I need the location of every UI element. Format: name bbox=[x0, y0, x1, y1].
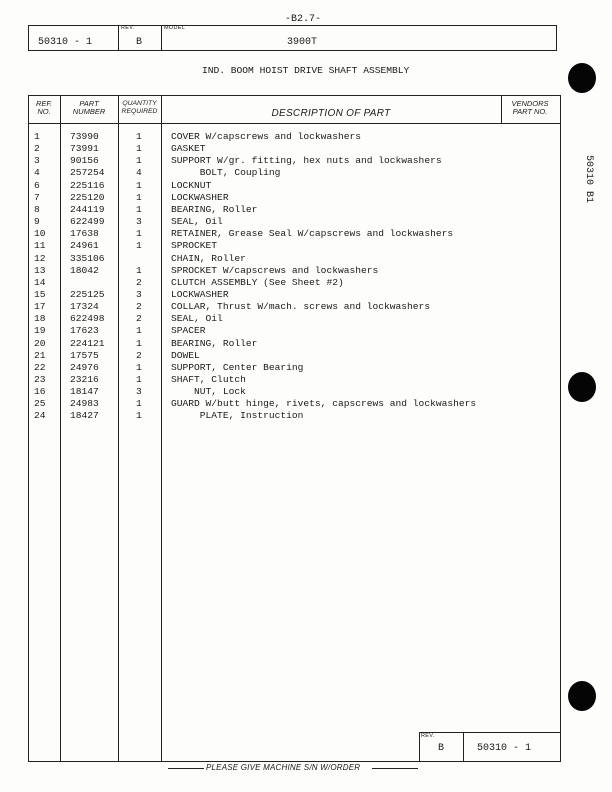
part-number-cell: 18147 bbox=[70, 386, 99, 398]
col-vendor-label-2: PART NO. bbox=[512, 107, 548, 116]
description-cell: DOWEL bbox=[171, 349, 200, 361]
top-doc-number: 50310 - 1 bbox=[38, 37, 93, 48]
quantity-cell: 3 bbox=[136, 216, 142, 228]
description-cell: GASKET bbox=[171, 143, 206, 155]
ref-cell: 11 bbox=[34, 240, 46, 252]
col-part-label-2: NUMBER bbox=[72, 107, 106, 116]
part-number-cell: 224121 bbox=[70, 337, 105, 349]
description-cell: CHAIN, Roller bbox=[171, 252, 246, 264]
col-qty-label-2: REQUIRED bbox=[121, 108, 158, 115]
ref-cell: 15 bbox=[34, 288, 46, 300]
footer-note: PLEASE GIVE MACHINE S/N W/ORDER bbox=[206, 763, 361, 772]
description-cell: BOLT, Coupling bbox=[171, 167, 281, 179]
table-row bbox=[0, 192, 612, 204]
ref-cell: 24 bbox=[34, 410, 46, 422]
ref-cell: 13 bbox=[34, 264, 46, 276]
description-cell: GUARD W/butt hinge, rivets, capscrews and lockwashers bbox=[171, 398, 477, 410]
table-row bbox=[0, 398, 612, 410]
part-number-cell: 244119 bbox=[70, 203, 105, 215]
description-cell: SPROCKET W/capscrews and lockwashers bbox=[171, 264, 379, 276]
description-cell: RETAINER, Grease Seal W/capscrews and lockwashers bbox=[171, 228, 454, 240]
quantity-cell: 1 bbox=[136, 228, 142, 240]
quantity-cell: 1 bbox=[136, 143, 142, 155]
ref-cell: 10 bbox=[34, 228, 46, 240]
quantity-cell: 1 bbox=[136, 374, 142, 385]
ref-cell: 4 bbox=[34, 167, 40, 179]
quantity-cell: 1 bbox=[136, 264, 142, 276]
part-number-cell: 17575 bbox=[70, 349, 99, 361]
part-number-cell: 622498 bbox=[70, 313, 105, 325]
part-number-cell: 225120 bbox=[70, 191, 105, 203]
punch-hole-top bbox=[568, 63, 596, 93]
description-cell: SPROCKET bbox=[171, 240, 218, 252]
table-row bbox=[0, 131, 612, 143]
part-number-cell: 225125 bbox=[70, 288, 105, 300]
part-number-cell: 18427 bbox=[70, 410, 99, 422]
ref-cell: 9 bbox=[34, 216, 40, 228]
description-cell: BEARING, Roller bbox=[171, 337, 258, 349]
ref-cell: 18 bbox=[34, 313, 46, 325]
description-cell: LOCKWASHER bbox=[171, 288, 229, 300]
quantity-cell: 2 bbox=[136, 349, 142, 361]
col-part-label-1: PART bbox=[79, 99, 99, 108]
description-cell: SHAFT, Clutch bbox=[171, 374, 246, 385]
description-cell: COLLAR, Thrust W/mach. screws and lockwashers bbox=[171, 301, 431, 313]
side-label: 50310 B1 bbox=[583, 155, 594, 204]
ref-cell: 21 bbox=[34, 349, 46, 361]
part-number-cell: 24983 bbox=[70, 398, 99, 410]
table-row bbox=[0, 362, 612, 374]
table-row bbox=[0, 240, 612, 252]
part-number-cell: 622499 bbox=[70, 216, 105, 228]
table-row bbox=[0, 313, 612, 325]
description-cell: COVER W/capscrews and lockwashers bbox=[171, 131, 361, 142]
part-number-cell: 73991 bbox=[70, 143, 99, 155]
ref-cell: 19 bbox=[34, 325, 46, 337]
description-cell: SUPPORT, Center Bearing bbox=[171, 361, 304, 373]
table-row bbox=[0, 216, 612, 228]
quantity-cell: 1 bbox=[136, 337, 142, 349]
quantity-cell: 4 bbox=[136, 167, 142, 179]
ref-cell: 1 bbox=[34, 131, 40, 142]
ref-cell: 17 bbox=[34, 301, 46, 313]
table-row bbox=[0, 167, 612, 179]
table-row bbox=[0, 143, 612, 155]
quantity-cell: 1 bbox=[136, 131, 142, 142]
table-row bbox=[0, 277, 612, 289]
ref-cell: 8 bbox=[34, 203, 40, 215]
top-rev-value: B bbox=[136, 37, 143, 48]
part-number-cell: 225116 bbox=[70, 179, 105, 191]
description-cell: BEARING, Roller bbox=[171, 203, 258, 215]
description-cell: NUT, Lock bbox=[171, 386, 246, 398]
table-row bbox=[0, 350, 612, 362]
table-row bbox=[0, 180, 612, 192]
description-cell: SPACER bbox=[171, 325, 206, 337]
table-row bbox=[0, 374, 612, 386]
quantity-cell: 1 bbox=[136, 240, 142, 252]
ref-cell: 22 bbox=[34, 361, 46, 373]
col-qty-label-1: QUANTITY bbox=[122, 100, 157, 107]
part-number-cell: 24961 bbox=[70, 240, 99, 252]
description-cell: LOCKWASHER bbox=[171, 191, 229, 203]
description-cell: PLATE, Instruction bbox=[171, 410, 304, 422]
table-row bbox=[0, 325, 612, 337]
part-number-cell: 73990 bbox=[70, 131, 99, 142]
description-cell: CLUTCH ASSEMBLY (See Sheet #2) bbox=[171, 276, 344, 288]
ref-cell: 2 bbox=[34, 143, 40, 155]
ref-cell: 14 bbox=[34, 276, 46, 288]
quantity-cell: 2 bbox=[136, 301, 142, 313]
assembly-title: IND. BOOM HOIST DRIVE SHAFT ASSEMBLY bbox=[202, 65, 410, 76]
part-number-cell: 23216 bbox=[70, 374, 99, 385]
table-row bbox=[0, 204, 612, 216]
table-row bbox=[0, 265, 612, 277]
col-desc-label: DESCRIPTION OF PART bbox=[271, 108, 391, 119]
col-ref-label-1: REF. bbox=[35, 99, 53, 108]
col-vendor-label-1: VENDORS bbox=[511, 99, 549, 108]
part-number-cell: 18042 bbox=[70, 264, 99, 276]
ref-cell: 6 bbox=[34, 179, 40, 191]
table-row bbox=[0, 253, 612, 265]
table-row bbox=[0, 301, 612, 313]
part-number-cell: 90156 bbox=[70, 155, 99, 167]
ref-cell: 20 bbox=[34, 337, 46, 349]
part-number-cell: 335106 bbox=[70, 252, 105, 264]
part-number-cell: 17638 bbox=[70, 228, 99, 240]
top-model-value: 3900T bbox=[287, 37, 318, 48]
part-number-cell: 17324 bbox=[70, 301, 99, 313]
bottom-doc-number: 50310 - 1 bbox=[477, 743, 532, 754]
description-cell: LOCKNUT bbox=[171, 179, 212, 191]
quantity-cell: 1 bbox=[136, 325, 142, 337]
quantity-cell: 1 bbox=[136, 361, 142, 373]
part-number-cell: 17623 bbox=[70, 325, 99, 337]
quantity-cell: 1 bbox=[136, 179, 142, 191]
ref-cell: 23 bbox=[34, 374, 46, 385]
table-row bbox=[0, 228, 612, 240]
ref-cell: 12 bbox=[34, 252, 46, 264]
part-number-cell: 257254 bbox=[70, 167, 105, 179]
col-ref-label-2: NO. bbox=[37, 107, 51, 116]
description-cell: SEAL, Oil bbox=[171, 216, 223, 228]
punch-hole-bottom bbox=[568, 681, 596, 711]
quantity-cell: 3 bbox=[136, 386, 142, 398]
quantity-cell: 1 bbox=[136, 203, 142, 215]
description-cell: SEAL, Oil bbox=[171, 313, 223, 325]
table-row bbox=[0, 386, 612, 398]
quantity-cell: 3 bbox=[136, 288, 142, 300]
bottom-rev-label: REV. bbox=[421, 733, 435, 739]
ref-cell: 7 bbox=[34, 191, 40, 203]
part-number-cell: 24976 bbox=[70, 361, 99, 373]
ref-cell: 3 bbox=[34, 155, 40, 167]
ref-cell: 25 bbox=[34, 398, 46, 410]
quantity-cell: 1 bbox=[136, 191, 142, 203]
page-ref: -B2.7- bbox=[285, 14, 322, 25]
description-cell: SUPPORT W/gr. fitting, hex nuts and lockwashers bbox=[171, 155, 442, 167]
table-row bbox=[0, 289, 612, 301]
quantity-cell: 2 bbox=[136, 313, 142, 325]
top-model-label: MODEL bbox=[164, 25, 186, 31]
table-row bbox=[0, 155, 612, 167]
ref-cell: 16 bbox=[34, 386, 46, 398]
quantity-cell: 1 bbox=[136, 155, 142, 167]
bottom-rev-value: B bbox=[438, 743, 445, 754]
quantity-cell: 1 bbox=[136, 410, 142, 422]
table-row bbox=[0, 338, 612, 350]
table-row bbox=[0, 410, 612, 422]
quantity-cell: 2 bbox=[136, 276, 142, 288]
quantity-cell: 1 bbox=[136, 398, 142, 410]
top-rev-label: REV. bbox=[121, 25, 135, 31]
